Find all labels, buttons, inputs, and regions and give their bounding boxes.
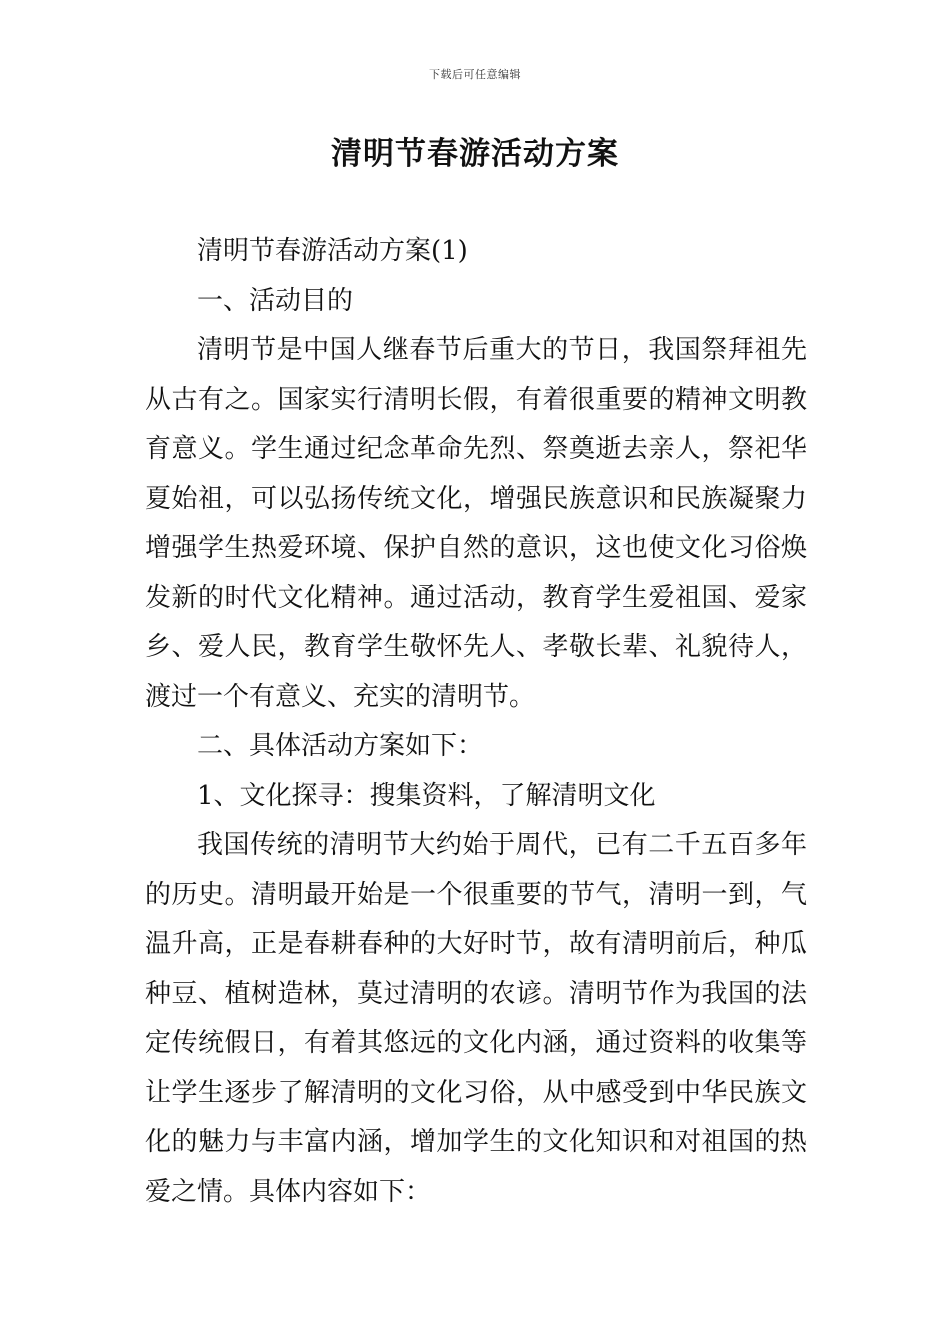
section-heading-plan: 二、具体活动方案如下： (197, 731, 484, 761)
body-paragraph: 我国传统的清明节大约始于周代，已有二千五百多年的历史。清明最开始是一个很重要的节气，清明一到，气温升高，正是春耕春种的大好时节，故有清明前后，种瓜种豆、植树造林，莫过清明的农谚。清明节作为我国的法定传统假日，有着其悠远的文化内涵，通过资料的收集等让学生逐步了解清明的文化习俗，从中感受到中华民族文化的魅力与丰富内涵，增加学生的文化知识和对祖国的热爱之情。具体内容如下： (145, 830, 807, 1207)
section-heading-goal: 一、活动目的 (197, 285, 354, 316)
subsection-heading: 1、文化探寻：搜集资料，了解清明文化 (197, 780, 656, 811)
header-note: 下载后可任意编辑 (429, 68, 521, 81)
subtitle-paragraph: 清明节春游活动方案(1) (197, 236, 468, 266)
document-body (145, 227, 807, 1217)
body-paragraph: 清明节是中国人继春节后重大的节日，我国祭拜祖先从古有之。国家实行清明长假，有着很重要的精神文明教育意义。学生通过纪念革命先烈、祭奠逝去亲人，祭祀华夏始祖，可以弘扬传统文化，增强民族意识和民族凝聚力增强学生热爱环境、保护自然的意识，这也使文化习俗焕发新的时代文化精神。通过活动，教育学生爱祖国、爱家乡、爱人民，教育学生敬怀先人、孝敬长辈、礼貌待人，渡过一个有意义、充实的清明节。 (145, 335, 807, 712)
document-title: 清明节春游活动方案 (331, 136, 619, 172)
